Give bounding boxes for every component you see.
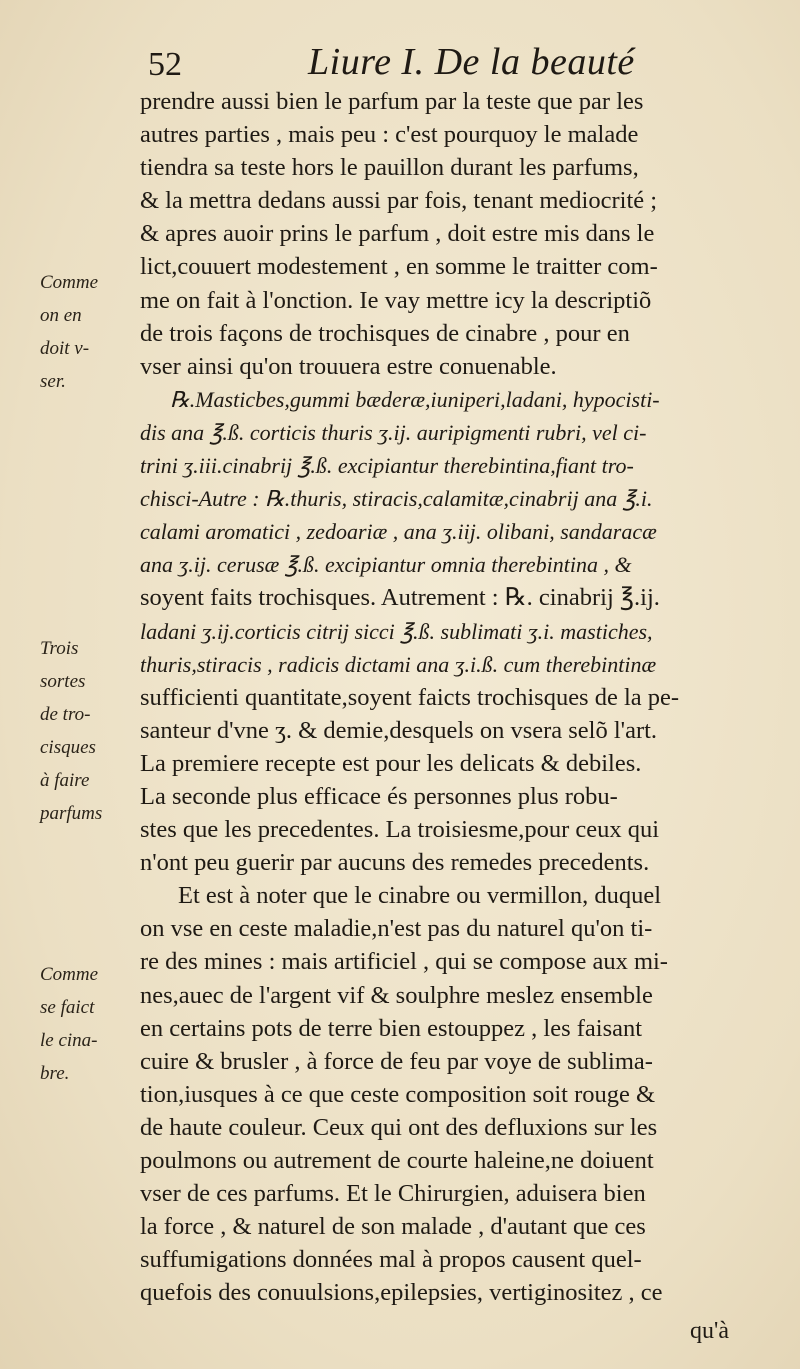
text-line: sufficienti quantitate,soyent faicts trochisques de la pe- xyxy=(140,683,680,711)
margin-note-line: de tro- xyxy=(40,704,91,725)
running-title: Liure I. De la beauté xyxy=(308,41,635,83)
margin-note-line: cisques xyxy=(40,737,96,758)
text-line: la force , & naturel de son malade , d'autant que ces xyxy=(140,1213,646,1241)
text-line: de haute couleur. Ceux qui ont des defluxions sur les xyxy=(140,1113,658,1141)
recipe-line: dis ana ℥.ß. corticis thuris ʒ.ij. auripigmenti rubri, vel ci- xyxy=(140,419,647,445)
margin-note-3 xyxy=(40,958,150,1090)
margin-note-line: le cina- xyxy=(40,1030,98,1051)
margin-note-line: Comme xyxy=(40,272,99,293)
margin-note-line: sortes xyxy=(40,671,86,692)
text-line: tiendra sa teste hors le pauillon durant les parfums, xyxy=(140,154,639,182)
text-line: tion,iusques à ce que ceste composition soit rouge & xyxy=(140,1080,656,1108)
recipe-line: calami aromatici , zedoariæ , ana ʒ.iij. olibani, sandaracæ xyxy=(140,519,657,545)
recipe-line: thuris,stiracis , radicis dictami ana ʒ.i.ß. cum therebintinæ xyxy=(140,651,657,677)
margin-note-line: parfums xyxy=(40,803,103,824)
recipe-line: ana ʒ.ij. cerusæ ℥.ß. excipiantur omnia therebintina , & xyxy=(140,552,632,578)
text-line: prendre aussi bien le parfum par la teste que par les xyxy=(140,88,644,115)
recipe-line: trini ʒ.iii.cinabrij ℥.ß. excipiantur therebintina,fiant tro- xyxy=(140,453,634,479)
text-line: de trois façons de trochisques de cinabre , pour en xyxy=(140,319,630,347)
margin-note-line: se faict xyxy=(40,997,95,1018)
text-line: suffumigations données mal à propos causent quel- xyxy=(140,1246,642,1274)
margin-note-line: à faire xyxy=(40,770,90,791)
text-line: re des mines : mais artificiel , qui se compose aux mi- xyxy=(140,948,668,976)
recipe-line: ℞.Masticbes,gummi bæderæ,iuniperi,ladani, hypocisti- xyxy=(170,386,660,412)
margin-note-line: Comme xyxy=(40,964,99,985)
page-header xyxy=(0,40,800,90)
text-line: La premiere recepte est pour les delicats & debiles. xyxy=(140,749,642,777)
margin-note-2 xyxy=(40,632,150,830)
text-line: nes,auec de l'argent vif & soulphre meslez ensemble xyxy=(140,981,653,1009)
margin-note-line: on en xyxy=(40,305,82,326)
text-line: vser de ces parfums. Et le Chirurgien, aduisera bien xyxy=(140,1180,646,1208)
recipe-line: ladani ʒ.ij.corticis citrij sicci ℥.ß. sublimati ʒ.i. mastiches, xyxy=(140,618,653,644)
text-line: en certains pots de terre bien estouppez , les faisant xyxy=(140,1014,643,1042)
text-line: soyent faits trochisques. Autrement : ℞. cinabrij ℥.ij. xyxy=(140,584,660,612)
text-line: quefois des conuulsions,epilepsies, vertiginositez , ce xyxy=(140,1279,663,1307)
text-line: vser ainsi qu'on trouuera estre conuenable. xyxy=(140,352,557,380)
recipe-line: chisci-Autre : ℞.thuris, stiracis,calamitæ,cinabrij ana ℥.i. xyxy=(140,486,653,512)
margin-note-line: bre. xyxy=(40,1063,70,1084)
text-line: poulmons ou autrement de courte haleine,ne doiuent xyxy=(140,1147,654,1174)
text-line: & la mettra dedans aussi par fois, tenant mediocrité ; xyxy=(140,187,658,215)
margin-note-line: doit v- xyxy=(40,338,90,359)
margin-note-line: ser. xyxy=(40,371,66,392)
text-line: & apres auoir prins le parfum , doit estre mis dans le xyxy=(140,220,655,248)
catchword: qu'à xyxy=(690,1318,729,1344)
body-text xyxy=(140,85,765,1309)
text-line: Et est à noter que le cinabre ou vermillon, duquel xyxy=(178,882,662,910)
text-line: cuire & brusler , à force de feu par voye de sublima- xyxy=(140,1047,653,1075)
text-line: santeur d'vne ʒ. & demie,desquels on vsera selõ l'art. xyxy=(140,716,658,744)
text-line: n'ont peu guerir par aucuns des remedes precedents. xyxy=(140,849,650,877)
margin-note-1 xyxy=(40,266,150,398)
text-line: autres parties , mais peu : c'est pourquoy le malade xyxy=(140,121,639,149)
text-line: me on fait à l'onction. Ie vay mettre icy la descriptiõ xyxy=(140,286,652,314)
text-line: La seconde plus efficace és personnes plus robu- xyxy=(140,782,618,810)
text-line: lict,couuert modestement , en somme le traitter com- xyxy=(140,253,658,281)
page-number: 52 xyxy=(148,46,182,83)
margin-note-line: Trois xyxy=(40,638,79,659)
text-line: stes que les precedentes. La troisiesme,pour ceux qui xyxy=(140,816,660,844)
text-line: on vse en ceste maladie,n'est pas du naturel qu'on ti- xyxy=(140,915,653,943)
